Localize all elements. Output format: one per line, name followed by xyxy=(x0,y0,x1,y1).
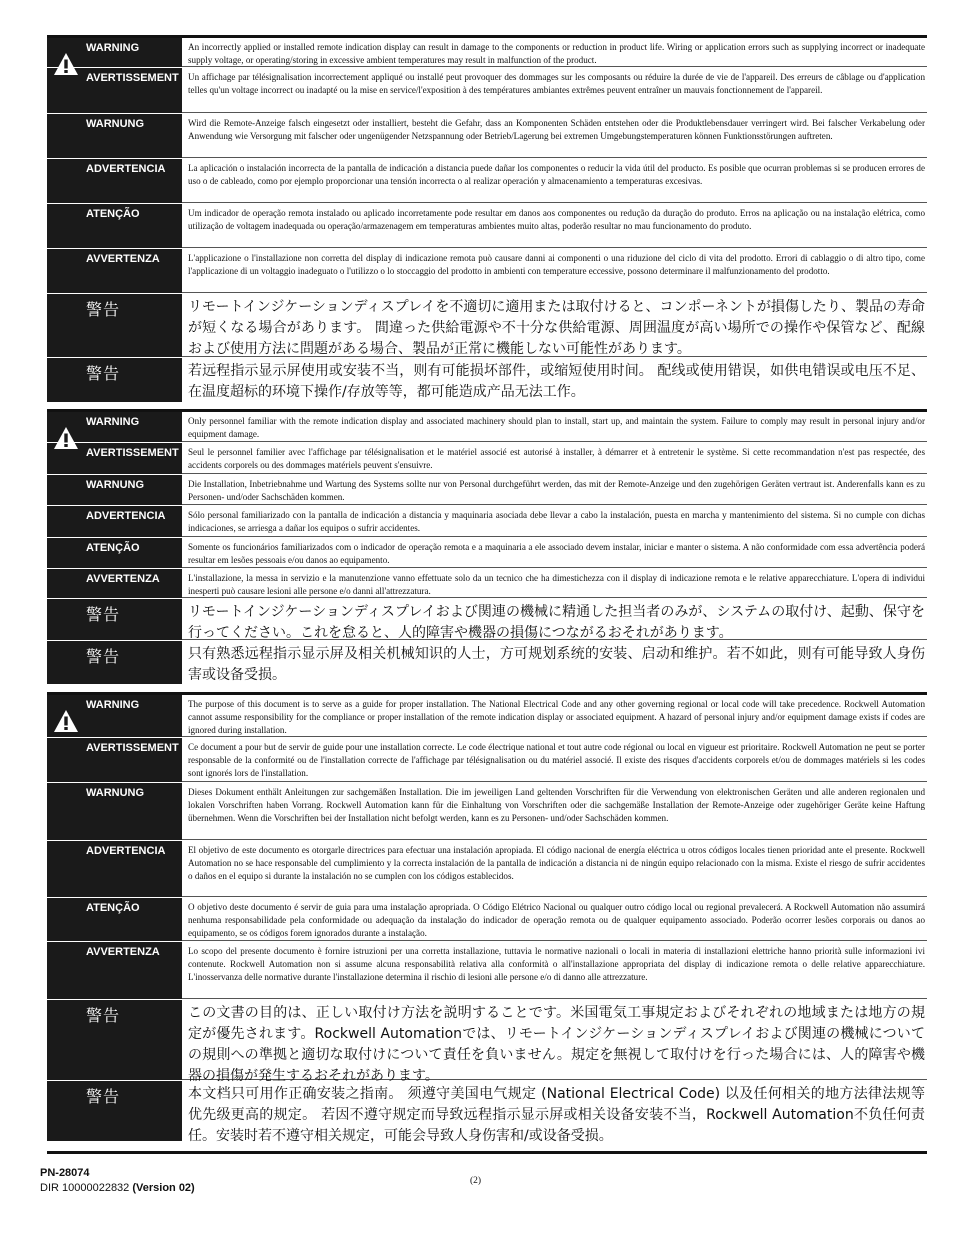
warning-triangle-icon xyxy=(53,52,79,76)
warning-label: ADVERTENCIA xyxy=(47,159,182,203)
warning-text: 只有熟悉远程指示显示屏及相关机械知识的人士，方可规划系统的安装、启动和维护。若不如此，则有可能导致人身伤害或设备受损。 xyxy=(188,646,925,683)
warning-text: Un affichage par télésignalisation incorrectement appliqué ou installé peut provoquer des dommages sur les composants ou réduire la durée de vie de l'appareil. Des erreurs de câblage ou d'application telles qu'un voltage incorrect ou inadapté ou la mise en service/l'exposition à des températures ambiantes extrêmes peuvent entraîner un mauvais fonctionnement de l'appareil. xyxy=(182,68,927,113)
warning-text: L'applicazione o l'installazione non corretta del display di indicazione remota può causare danni ai componenti o una riduzione del ciclo di vita del prodotto. Errori di cablaggio o di altro tipo, come l'applicazione di un voltaggio inadeguato o l'utilizzo o lo stoccaggio del prodotto in ambienti con temperature eccessive, possono determinare il malfunzionamento del prodotto. xyxy=(182,249,927,293)
warning-text: Seul le personnel familier avec l'affichage par télésignalisation et le matériel associé est autorisé à installer, à démarrer et à entretenir le système. Si cette recommandation n'est pas respectée, des accidents corporels ou des dommages matériels peuvent s'ensuivre. xyxy=(182,443,927,474)
warning-label: 警告 xyxy=(47,1081,182,1141)
footer-identifiers xyxy=(40,1166,195,1196)
warning-label: 警告 xyxy=(47,294,182,357)
warning-row xyxy=(47,113,927,158)
warning-text: O objetivo deste documento é servir de guia para uma instalação apropriada. O Código Elétrico Nacional ou qualquer outro código local ou regional prevalecerá. A Rockwell Automation não assumirá nenhuma responsabilidade pela conformidade ou adequação da instalação do indicador de operação remota ou de qualquer equipamento associado. Poderão ocorrer lesões corporais ou danos ao equipamento, se os códigos forem ignorados durante a instalação. xyxy=(182,898,927,941)
warning-text: Dieses Dokument enthält Anleitungen zur sachgemäßen Installation. Die im jeweiligen Land geltenden Vorschriften für die Verwendung von elektronischen Geräten und alle anderen regionalen und lokalen Vorschriften haben Vorrang. Rockwell Automation kann für die Einhaltung von Vorschriften oder die sachgemäße Installation der Remote-Anzeige oder zugehöriger Geräte keine Haftung übernehmen. Wenn die Vorschriften bei der Installation nicht befolgt werden, kann es zu Personen- und/oder Sachschäden kommen. xyxy=(182,783,927,840)
warning-row xyxy=(47,474,927,505)
warning-label: WARNING xyxy=(47,412,182,442)
warning-block xyxy=(47,692,927,1144)
warning-row xyxy=(47,640,927,684)
warning-text: リモートインジケーションディスプレイおよび関連の機械に精通した担当者のみが、システムの取付け、起動、保守を行ってください。これを怠ると、人的障害や機器の損傷につながるおそれがあります。 xyxy=(182,599,927,640)
warning-rows xyxy=(47,38,927,402)
version-label: (Version 02) xyxy=(132,1182,195,1194)
warning-text: Somente os funcionários familiarizados com o indicador de operação remota e a maquinaria a ele associado devem instalar, iniciar e manter o sistema. A não conformidade com essa advertência poderá resultar em lesões pessoais e/ou danos ao equipamento. xyxy=(182,538,927,568)
warning-text: L'installazione, la messa in servizio e la manutenzione vanno effettuate solo da un tecnico che ha dimestichezza con il display di indicazione remota e le relative apparecchiature. L'opera di individui inesperti può causare lesioni alle persone e/o danni all'attrezzatura. xyxy=(182,569,927,598)
warning-row xyxy=(47,999,927,1084)
warning-row xyxy=(47,737,927,782)
warning-row xyxy=(47,412,927,442)
warning-label: 警告 xyxy=(47,599,182,640)
warning-label: AVERTISSEMENT xyxy=(47,738,182,782)
warning-row xyxy=(47,840,927,897)
warning-row xyxy=(47,158,927,203)
warning-rows xyxy=(47,695,927,1144)
warning-label: AVVERTENZA xyxy=(47,249,182,293)
warning-label: ATENÇÃO xyxy=(47,898,182,941)
warning-label: AVERTISSEMENT xyxy=(47,68,182,113)
warning-label: WARNING xyxy=(47,695,182,737)
warning-label: ADVERTENCIA xyxy=(47,506,182,537)
warning-text: El objetivo de este documento es otorgarle directrices para efectuar una instalación apropiada. El código nacional de energía eléctrica u otros códigos locales tienen prioridad ante el presente. Rockwell Automation no se hace responsable del cumplimiento y la correcta instalación de la pantalla de indicación a distancia ni de ningún equipo relacionado con la misma. Existe el riesgo de sufrir accidentes o daños en el equipo si durante la instalación no se cumplen con los códigos establecidos. xyxy=(182,841,927,897)
warning-label: ATENÇÃO xyxy=(47,538,182,568)
warning-row xyxy=(47,897,927,941)
warning-text: この文書の目的は、正しい取付け方法を説明することです。米国電気工事規定およびそれぞれの地域または地方の規定が優先されます。Rockwell Automationでは、リモートインジケーションディスプレイおよび関連の機械についての規則への準拠と適切な取付けについて責任を負いません。規定を無視して取付けを行った場合には、人的障害や機器の損傷が発生するおそれがあります。 xyxy=(182,1000,927,1080)
warning-block xyxy=(47,35,927,402)
warning-row xyxy=(47,782,927,840)
warning-row xyxy=(47,293,927,357)
warning-rows xyxy=(47,412,927,684)
warning-label: WARNUNG xyxy=(47,475,182,505)
warning-text: An incorrectly applied or installed remote indication display can result in damage to the components or reduction in product life. Wiring or application errors such as supplying incorrect or inadequate supply voltage, or operating/storing in excessive ambient temperatures may result in malfunction of the product. xyxy=(182,38,927,67)
warning-text: The purpose of this document is to serve as a guide for proper installation. The National Electrical Code and any other governing regional or local code will take precedence. Rockwell Automation cannot assume responsibility for the compliance or proper installation of the remote indication display or associated equipment. A hazard of personal injury and/or equipment damage exists if codes are ignored during installation. xyxy=(182,695,927,737)
warning-label: AVERTISSEMENT xyxy=(47,443,182,474)
warning-triangle-icon xyxy=(53,709,79,733)
warning-label: ATENÇÃO xyxy=(47,204,182,248)
warning-label: AVVERTENZA xyxy=(47,942,182,999)
warning-label: 警告 xyxy=(47,1000,182,1080)
warning-row xyxy=(47,67,927,113)
warning-row xyxy=(47,537,927,568)
warning-text: Ce document a pour but de servir de guide pour une installation correcte. Le code électrique national et tout autre code régional ou local en vigueur est prioritaire. Rockwell Automation ne peut se porter responsable de la conformité ou de l'installation correcte de l'affichage par télésignalisation ou du matériel associé. Il existe des risques d'accidents corporels et/ou de dommages matériels si les codes sont ignorés lors de l'installation. xyxy=(182,738,927,782)
warning-text: Um indicador de operação remota instalado ou aplicado incorretamente pode resultar em danos aos componentes ou redução da duração do produto. Erros na aplicação ou na instalação elétrica, como utilização de voltagem inadequada ou operação/armazenagem em temperaturas ambientes muito altas, poderão resultar no mau funcionamento do produto. xyxy=(182,204,927,248)
warning-text: Sólo personal familiarizado con la pantalla de indicación a distancia y maquinaria asociada debe llevar a cabo la instalación, puesta en marcha y mantenimiento del sistema. Si no cumple con dichas indicaciones, se arriesga a dañar los equipos o sufrir accidentes. xyxy=(182,506,927,537)
warning-label: WARNING xyxy=(47,38,182,67)
warning-row xyxy=(47,357,927,402)
warning-row xyxy=(47,695,927,737)
warning-label: WARNUNG xyxy=(47,114,182,158)
warning-text: 若远程指示显示屏使用或安装不当，则有可能损坏部件，或缩短使用时间。 配线或使用错误，如供电错误或电压不足、在温度超标的环境下操作/存放等等，都可能造成产品无法工作。 xyxy=(188,363,925,400)
warning-row xyxy=(47,941,927,999)
warning-text: La aplicación o instalación incorrecta de la pantalla de indicación a distancia puede dañar los componentes o reducir la vida útil del producto. Es posible que ocurran problemas si se producen errores de uso o de cableado, como por ejemplo proporcionar una tensión incorrecta o al realizar operación y almacenamiento a temperaturas excesivas. xyxy=(182,159,927,203)
warning-row xyxy=(47,1080,927,1144)
warning-text: Die Installation, Inbetriebnahme und Wartung des Systems sollte nur von Personal durchgeführt werden, das mit der Remote-Anzeige und den zugehörigen Geräten vertraut ist. Anderenfalls kann es zu Personen- und/oder Sachschäden kommen. xyxy=(182,475,927,505)
warning-label: AVVERTENZA xyxy=(47,569,182,598)
warning-text: 本文档只可用作正确安装之指南。 须遵守美国电气规定 (National Electrical Code) 以及任何相关的地方法律法规等优先级更高的规定。 若因不遵守规定而导致远程指示显示屏或相关设备安装不当，Rockwell Automation不负任何责任。安装时若不遵守相关规定，可能会导致人身伤害和/或设备受损。 xyxy=(188,1086,925,1144)
warning-label: 警告 xyxy=(47,358,182,402)
bottom-rule xyxy=(47,1151,927,1154)
part-number: PN-28074 xyxy=(40,1167,90,1179)
warning-label: WARNUNG xyxy=(47,783,182,840)
warning-text: リモートインジケーションディスプレイを不適切に適用または取付けると、コンポーネントが損傷したり、製品の寿命が短くなる場合があります。 間違った供給電源や不十分な供給電源、周囲温度が高い場所での操作や保管など、配線および使用方法に問題がある場合、製品が正常に機能しない可能性があります。 xyxy=(182,294,927,357)
warning-row xyxy=(47,505,927,537)
page-number: (2) xyxy=(470,1176,482,1186)
warning-label: 警告 xyxy=(47,641,182,684)
warning-row xyxy=(47,442,927,474)
warning-text: Wird die Remote-Anzeige falsch eingesetzt oder installiert, besteht die Gefahr, dass an Komponenten Schäden entstehen oder die Produktlebensdauer verringert wird. Bei falscher Verkabelung oder Anwendung wie Versorgung mit falscher oder ungenügender Netzspannung oder Betrieb/Lagerung bei extremen Umgebungstemperaturen können Funktionsstörungen auftreten. xyxy=(182,114,927,158)
warning-row xyxy=(47,38,927,67)
warning-block xyxy=(47,409,927,684)
warning-row xyxy=(47,598,927,640)
dir-number: DIR 10000022832 xyxy=(40,1182,133,1194)
warning-row xyxy=(47,248,927,293)
warning-row xyxy=(47,203,927,248)
warning-text: Only personnel familiar with the remote indication display and associated machinery should plan to install, start up, and maintain the system. Failure to comply may result in personal injury and/or equipment damage. xyxy=(182,412,927,442)
warning-row xyxy=(47,568,927,598)
warning-label: ADVERTENCIA xyxy=(47,841,182,897)
dir-line xyxy=(40,1181,195,1196)
warning-text: Lo scopo del presente documento è fornire istruzioni per una corretta installazione, tuttavia le normative nazionali o locali in materia di installazioni elettriche hanno priorità sulle informazioni ivi contenute. Rockwell Automation non si assume alcuna responsabilità relativa alla conformità o all'installazione appropriata del display di indicazione remota o delle relative apparecchiature. L'inosservanza delle normative durante l'installazione determina il rischio di lesioni alle persone e/o di danno alle attrezzature. xyxy=(182,942,927,999)
warning-triangle-icon xyxy=(53,426,79,450)
